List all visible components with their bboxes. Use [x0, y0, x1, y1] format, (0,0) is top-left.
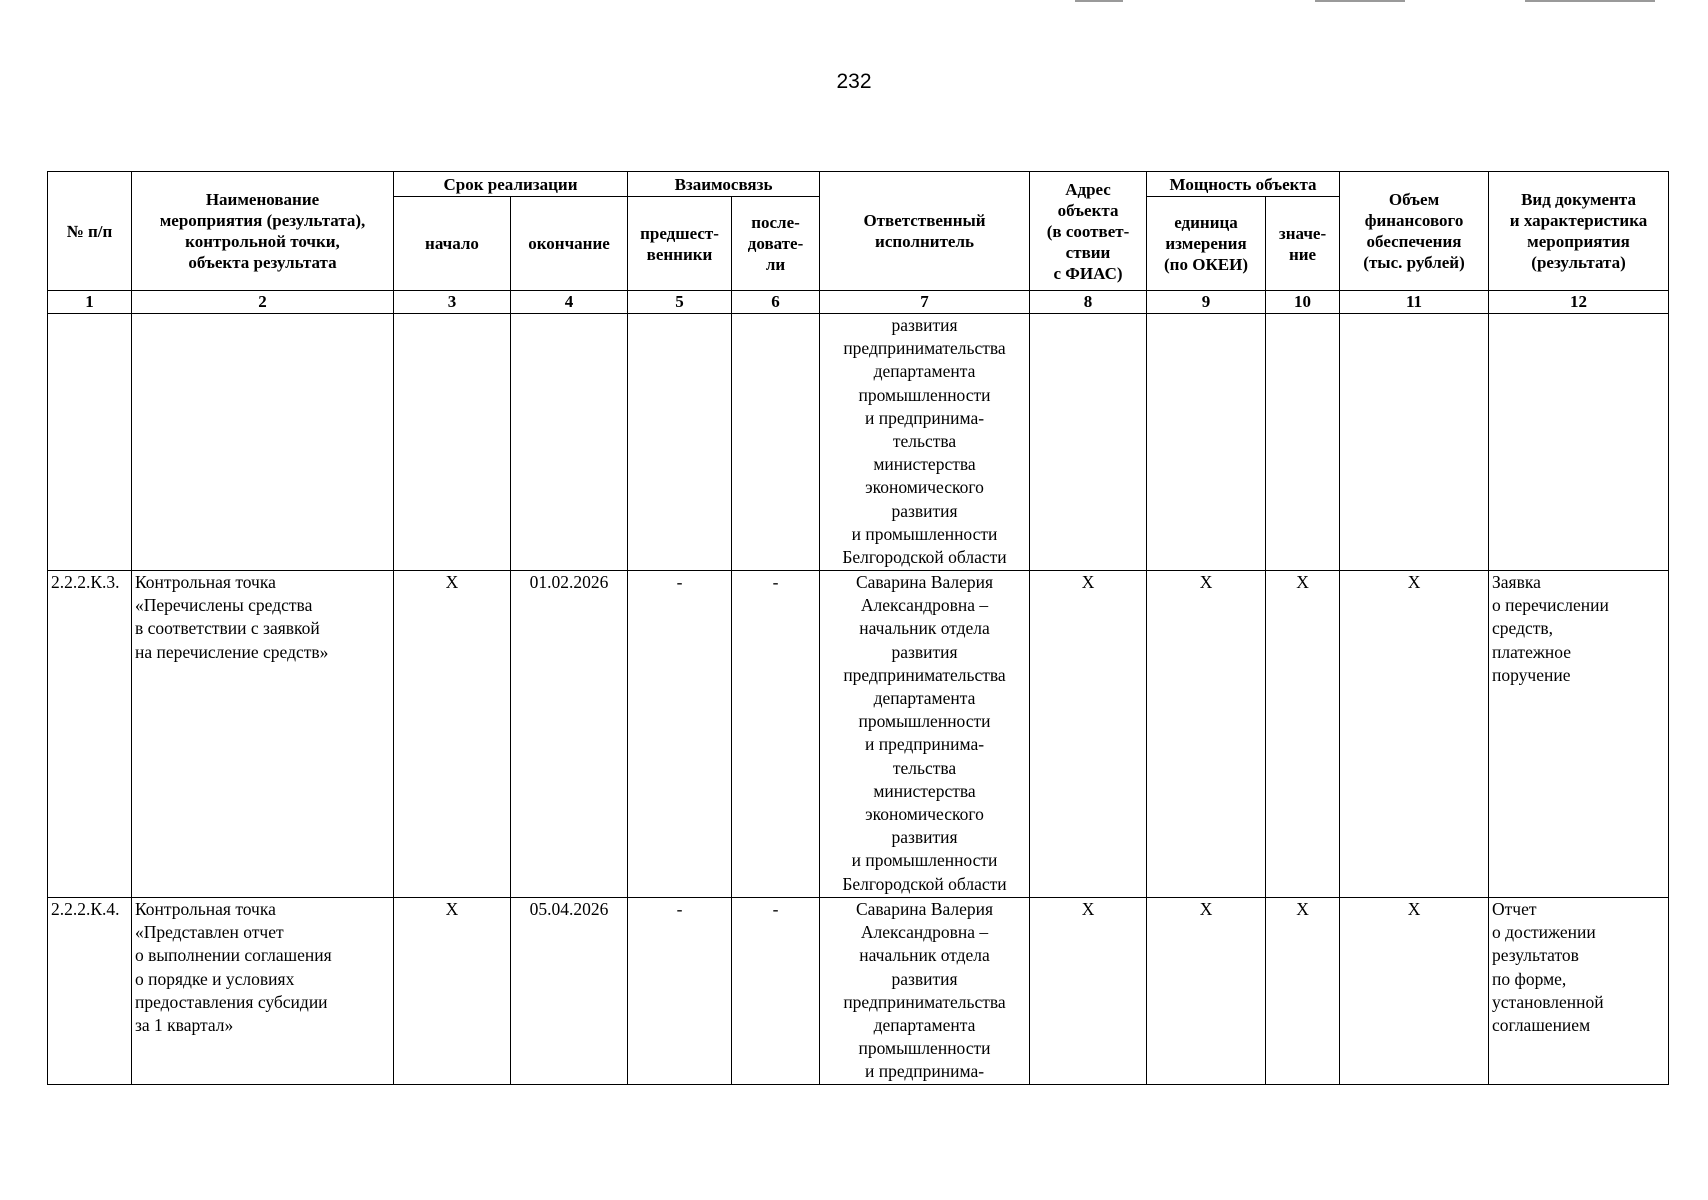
- text-line: тельства: [892, 757, 957, 778]
- implementation-plan-table: [47, 171, 1669, 1085]
- text-line: значе-: [1278, 223, 1327, 243]
- text-line: департамента: [873, 1015, 976, 1036]
- text-line: министерства: [873, 780, 976, 801]
- cell-start: X: [394, 571, 511, 898]
- header-term: Срок реализации: [394, 172, 628, 197]
- text-line: «Перечислены средства: [135, 595, 313, 616]
- cell-start: [394, 314, 511, 571]
- col-number: 7: [820, 291, 1030, 314]
- text-line: (результата): [1531, 253, 1626, 272]
- cell-value: X: [1266, 898, 1340, 1085]
- scan-artifact: [1075, 0, 1123, 2]
- text-line: Александровна –: [860, 922, 989, 943]
- text-line: предпринимательства: [843, 664, 1006, 685]
- text-line: и предпринима-: [864, 407, 985, 428]
- text-line: Саварина Валерия: [855, 572, 994, 592]
- text-line: (в соответ-: [1046, 221, 1130, 241]
- text-line: Контрольная точка: [135, 572, 276, 592]
- text-line: экономического: [865, 477, 984, 498]
- cell-address: X: [1030, 571, 1147, 898]
- cell-successors: -: [732, 571, 820, 898]
- text-line: платежное: [1492, 641, 1572, 662]
- cell-document: [1489, 314, 1669, 571]
- text-line: за 1 квартал»: [135, 1015, 234, 1036]
- col-number: 6: [732, 291, 820, 314]
- text-line: и промышленности: [851, 523, 998, 544]
- text-line: объекта результата: [188, 253, 337, 272]
- text-line: средств,: [1492, 618, 1554, 639]
- text-line: исполнитель: [875, 232, 974, 251]
- cell-successors: -: [732, 898, 820, 1085]
- header-no: № п/п: [48, 172, 132, 291]
- cell-unit: X: [1147, 898, 1266, 1085]
- text-line: предшест-: [640, 223, 719, 243]
- text-line: по форме,: [1492, 968, 1567, 989]
- col-number: 1: [48, 291, 132, 314]
- cell-finance: [1340, 314, 1489, 571]
- col-number: 3: [394, 291, 511, 314]
- text-line: после-: [751, 213, 800, 232]
- header-capacity: Мощность объекта: [1147, 172, 1340, 197]
- table-row: [48, 898, 1669, 1085]
- cell-predecessors: [628, 314, 732, 571]
- text-line: мероприятия (результата),: [159, 211, 366, 230]
- text-line: и предпринима-: [864, 1061, 985, 1082]
- cell-name: [132, 314, 394, 571]
- cell-value: X: [1266, 571, 1340, 898]
- text-line: обеспечения: [1366, 232, 1462, 251]
- col-number: 8: [1030, 291, 1147, 314]
- text-line: министерства: [873, 454, 976, 475]
- text-line: Наименование: [205, 190, 320, 209]
- text-line: развития: [891, 500, 958, 521]
- text-line: о порядке и условиях: [135, 968, 295, 989]
- text-line: развития: [891, 315, 958, 335]
- cell-predecessors: -: [628, 898, 732, 1085]
- col-number: 4: [511, 291, 628, 314]
- text-line: и промышленности: [851, 850, 998, 871]
- text-line: венники: [646, 244, 713, 264]
- text-line: Контрольная точка: [135, 899, 276, 919]
- cell-end: 05.04.2026: [511, 898, 628, 1085]
- cell-no: 2.2.2.К.3.: [48, 571, 132, 898]
- text-line: Александровна –: [860, 595, 989, 616]
- text-line: тельства: [892, 431, 957, 452]
- text-line: «Представлен отчет: [135, 922, 284, 943]
- text-line: промышленности: [858, 384, 991, 405]
- cell-responsible: [820, 898, 1030, 1085]
- text-line: Объем: [1388, 190, 1440, 209]
- text-line: ние: [1288, 244, 1317, 264]
- cell-document: [1489, 898, 1669, 1085]
- header-start: начало: [394, 197, 511, 291]
- text-line: на перечисление средств»: [135, 641, 329, 662]
- page-number: 232: [836, 70, 872, 93]
- text-line: результатов: [1492, 945, 1579, 966]
- text-line: (тыс. рублей): [1363, 253, 1465, 272]
- text-line: промышленности: [858, 711, 991, 732]
- text-line: в соответствии с заявкой: [135, 618, 320, 639]
- text-line: Заявка: [1492, 572, 1541, 592]
- text-line: контрольной точки,: [185, 232, 340, 251]
- cell-end: [511, 314, 628, 571]
- text-line: и характеристика: [1509, 211, 1648, 230]
- cell-no: 2.2.2.К.4.: [48, 898, 132, 1085]
- text-line: о перечислении: [1492, 595, 1609, 616]
- cell-finance: X: [1340, 571, 1489, 898]
- text-line: ствии: [1065, 242, 1111, 262]
- text-line: Отчет: [1492, 899, 1537, 919]
- header-successors: [732, 197, 820, 291]
- text-line: департамента: [873, 688, 976, 709]
- header-predecessors: [628, 197, 732, 291]
- text-line: финансового: [1364, 211, 1464, 230]
- col-number: 2: [132, 291, 394, 314]
- scan-artifact: [1525, 0, 1655, 2]
- text-line: начальник отдела: [859, 945, 990, 966]
- cell-responsible: [820, 314, 1030, 571]
- text-line: Ответственный: [863, 211, 986, 230]
- cell-unit: X: [1147, 571, 1266, 898]
- cell-name: [132, 571, 394, 898]
- text-line: соглашением: [1492, 1015, 1591, 1036]
- cell-address: X: [1030, 898, 1147, 1085]
- text-line: Адрес: [1065, 179, 1111, 199]
- text-line: развития: [891, 968, 958, 989]
- text-line: начальник отдела: [859, 618, 990, 639]
- text-line: с ФИАС): [1053, 263, 1123, 283]
- header-document: [1489, 172, 1669, 291]
- text-line: о выполнении соглашения: [135, 945, 332, 966]
- text-line: довате-: [747, 234, 804, 253]
- header-end: окончание: [511, 197, 628, 291]
- col-number: 12: [1489, 291, 1669, 314]
- table-row: [48, 571, 1669, 898]
- cell-name: [132, 898, 394, 1085]
- cell-address: [1030, 314, 1147, 571]
- text-line: предоставления субсидии: [135, 991, 328, 1012]
- header-link: Взаимосвязь: [628, 172, 820, 197]
- cell-document: [1489, 571, 1669, 898]
- text-line: о достижении: [1492, 922, 1596, 943]
- header-unit: [1147, 197, 1266, 291]
- text-line: Белгородской области: [842, 547, 1007, 568]
- col-number: 10: [1266, 291, 1340, 314]
- table-header: [48, 172, 1669, 314]
- cell-responsible: [820, 571, 1030, 898]
- text-line: экономического: [865, 804, 984, 825]
- text-line: единица: [1174, 213, 1238, 232]
- cell-predecessors: -: [628, 571, 732, 898]
- cell-value: [1266, 314, 1340, 571]
- text-line: департамента: [873, 361, 976, 382]
- text-line: предпринимательства: [843, 338, 1006, 359]
- text-line: Вид документа: [1521, 190, 1636, 209]
- col-number: 5: [628, 291, 732, 314]
- text-line: ли: [765, 255, 786, 274]
- text-line: и предпринима-: [864, 734, 985, 755]
- col-number: 11: [1340, 291, 1489, 314]
- text-line: мероприятия: [1527, 232, 1630, 251]
- table-row: [48, 314, 1669, 571]
- header-responsible: [820, 172, 1030, 291]
- text-line: развития: [891, 827, 958, 848]
- cell-finance: X: [1340, 898, 1489, 1085]
- header-value: [1266, 197, 1340, 291]
- text-line: промышленности: [858, 1038, 991, 1059]
- text-line: поручение: [1492, 664, 1571, 685]
- text-line: измерения: [1165, 234, 1247, 253]
- cell-successors: [732, 314, 820, 571]
- cell-end: 01.02.2026: [511, 571, 628, 898]
- cell-start: X: [394, 898, 511, 1085]
- text-line: (по ОКЕИ): [1164, 255, 1248, 274]
- header-name: [132, 172, 394, 291]
- header-finance: [1340, 172, 1489, 291]
- cell-unit: [1147, 314, 1266, 571]
- text-line: развития: [891, 641, 958, 662]
- text-line: Саварина Валерия: [855, 899, 994, 919]
- cell-no: [48, 314, 132, 571]
- text-line: установленной: [1492, 991, 1604, 1012]
- text-line: Белгородской области: [842, 873, 1007, 894]
- header-address: [1030, 172, 1147, 291]
- text-line: предпринимательства: [843, 991, 1006, 1012]
- scan-artifact: [1315, 0, 1405, 2]
- col-number: 9: [1147, 291, 1266, 314]
- text-line: объекта: [1057, 200, 1119, 220]
